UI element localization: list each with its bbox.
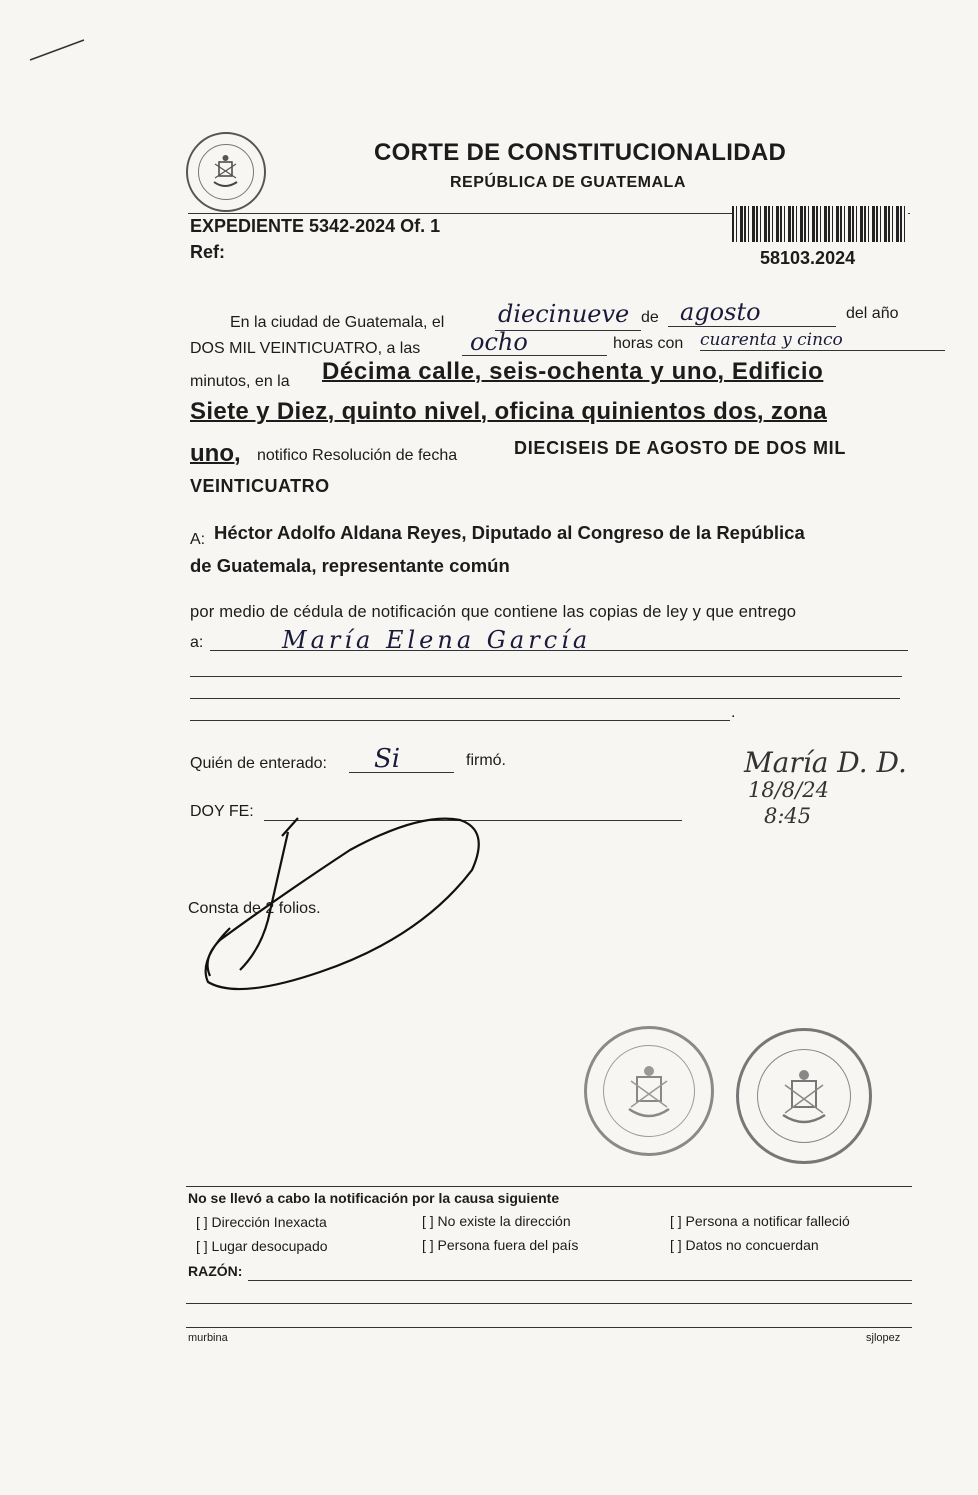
guatemala-emblem-icon [188, 134, 263, 209]
horas-con-text: horas con [613, 335, 684, 352]
resolution-date-line-1: DIECISEIS DE AGOSTO DE DOS MIL [514, 438, 847, 458]
del-anio-text: del año [846, 305, 899, 322]
firmo-text: firmó. [466, 752, 506, 769]
checkbox-persona-fuera-pais[interactable]: [ ] Persona fuera del país [422, 1237, 579, 1253]
de-text: de [641, 309, 659, 326]
checkbox-lugar-desocupado[interactable]: [ ] Lugar desocupado [196, 1238, 328, 1254]
doy-fe-label: DOY FE: [190, 803, 254, 820]
ref-label: Ref: [190, 242, 225, 262]
delivery-blank-2 [190, 676, 902, 677]
checkbox-persona-fallecio[interactable]: [ ] Persona a notificar falleció [670, 1213, 850, 1229]
resolution-date-line-2: VEINTICUATRO [190, 476, 330, 496]
notifico-text: notifico Resolución de fecha [257, 447, 458, 464]
handwritten-enterado: Si [374, 744, 401, 774]
address-line-2: Siete y Diez, quinto nivel, oficina quinientos dos, zona [190, 398, 828, 425]
recipient-line-2: de Guatemala, representante común [190, 555, 510, 576]
court-title: CORTE DE CONSTITUCIONALIDAD [374, 139, 787, 166]
secretaria-stamp [584, 1026, 714, 1156]
barcode-image [732, 206, 908, 242]
checkbox-datos-no-concuerdan[interactable]: [ ] Datos no concuerdan [670, 1237, 819, 1253]
court-subtitle: REPÚBLICA DE GUATEMALA [450, 174, 686, 191]
razon-label: RAZÓN: [188, 1263, 243, 1279]
recipient-line-1: Héctor Adolfo Aldana Reyes, Diputado al Congreso de la República [214, 522, 805, 543]
handwritten-receipt-date: 18/8/24 [748, 778, 829, 802]
address-line-1: Décima calle, seis-ochenta y uno, Edificio [322, 358, 824, 385]
expediente-number: EXPEDIENTE 5342-2024 Of. 1 [190, 216, 441, 236]
date-intro-text: En la ciudad de Guatemala, el [230, 314, 445, 331]
minutos-text: minutos, en la [190, 373, 290, 390]
handwritten-receipt-name: María D. D. [744, 746, 907, 779]
razon-blank-2[interactable] [186, 1303, 912, 1304]
handwritten-hour: ocho [470, 328, 528, 356]
failure-heading: No se llevó a cabo la notificación por la causa siguiente [188, 1190, 560, 1206]
stamp-emblem-icon [587, 1029, 711, 1153]
consta-folios-text: Consta de 2 folios. [188, 900, 321, 917]
footer-rule [186, 1327, 912, 1328]
delivery-text: por medio de cédula de notificación que contiene las copias de ley y que entrego [190, 602, 797, 621]
barcode-number: 58103.2024 [760, 248, 856, 268]
delivery-blank-3 [190, 698, 900, 699]
delivery-period: . [731, 704, 736, 721]
handwritten-receiver-name: María Elena García [282, 626, 592, 654]
handwritten-day: diecinueve [498, 300, 630, 328]
checkbox-direccion-inexacta[interactable]: [ ] Dirección Inexacta [196, 1214, 327, 1230]
stamp-emblem-icon [739, 1031, 869, 1161]
delivery-blank-4 [190, 720, 730, 721]
stray-pen-mark [28, 36, 88, 66]
enterado-label: Quién de enterado: [190, 755, 327, 772]
year-text: DOS MIL VEINTICUATRO, a las [190, 340, 421, 357]
to-label: A: [190, 531, 206, 548]
failure-top-rule [186, 1186, 912, 1187]
delivery-a-label: a: [190, 634, 204, 651]
court-round-stamp [736, 1028, 872, 1164]
court-seal-logo [186, 132, 266, 212]
footer-left-initials: murbina [188, 1332, 228, 1344]
minutes-blank [700, 350, 945, 351]
footer-right-initials: sjlopez [866, 1332, 901, 1344]
handwritten-month: agosto [680, 298, 761, 326]
month-blank [668, 326, 836, 327]
address-line-3: uno, [190, 440, 241, 467]
handwritten-receipt-time: 8:45 [764, 804, 812, 828]
handwritten-minutes: cuarenta y cinco [700, 330, 843, 350]
razon-blank-1[interactable] [248, 1280, 912, 1281]
enterado-blank [349, 772, 454, 773]
checkbox-no-existe-direccion[interactable]: [ ] No existe la dirección [422, 1213, 571, 1229]
